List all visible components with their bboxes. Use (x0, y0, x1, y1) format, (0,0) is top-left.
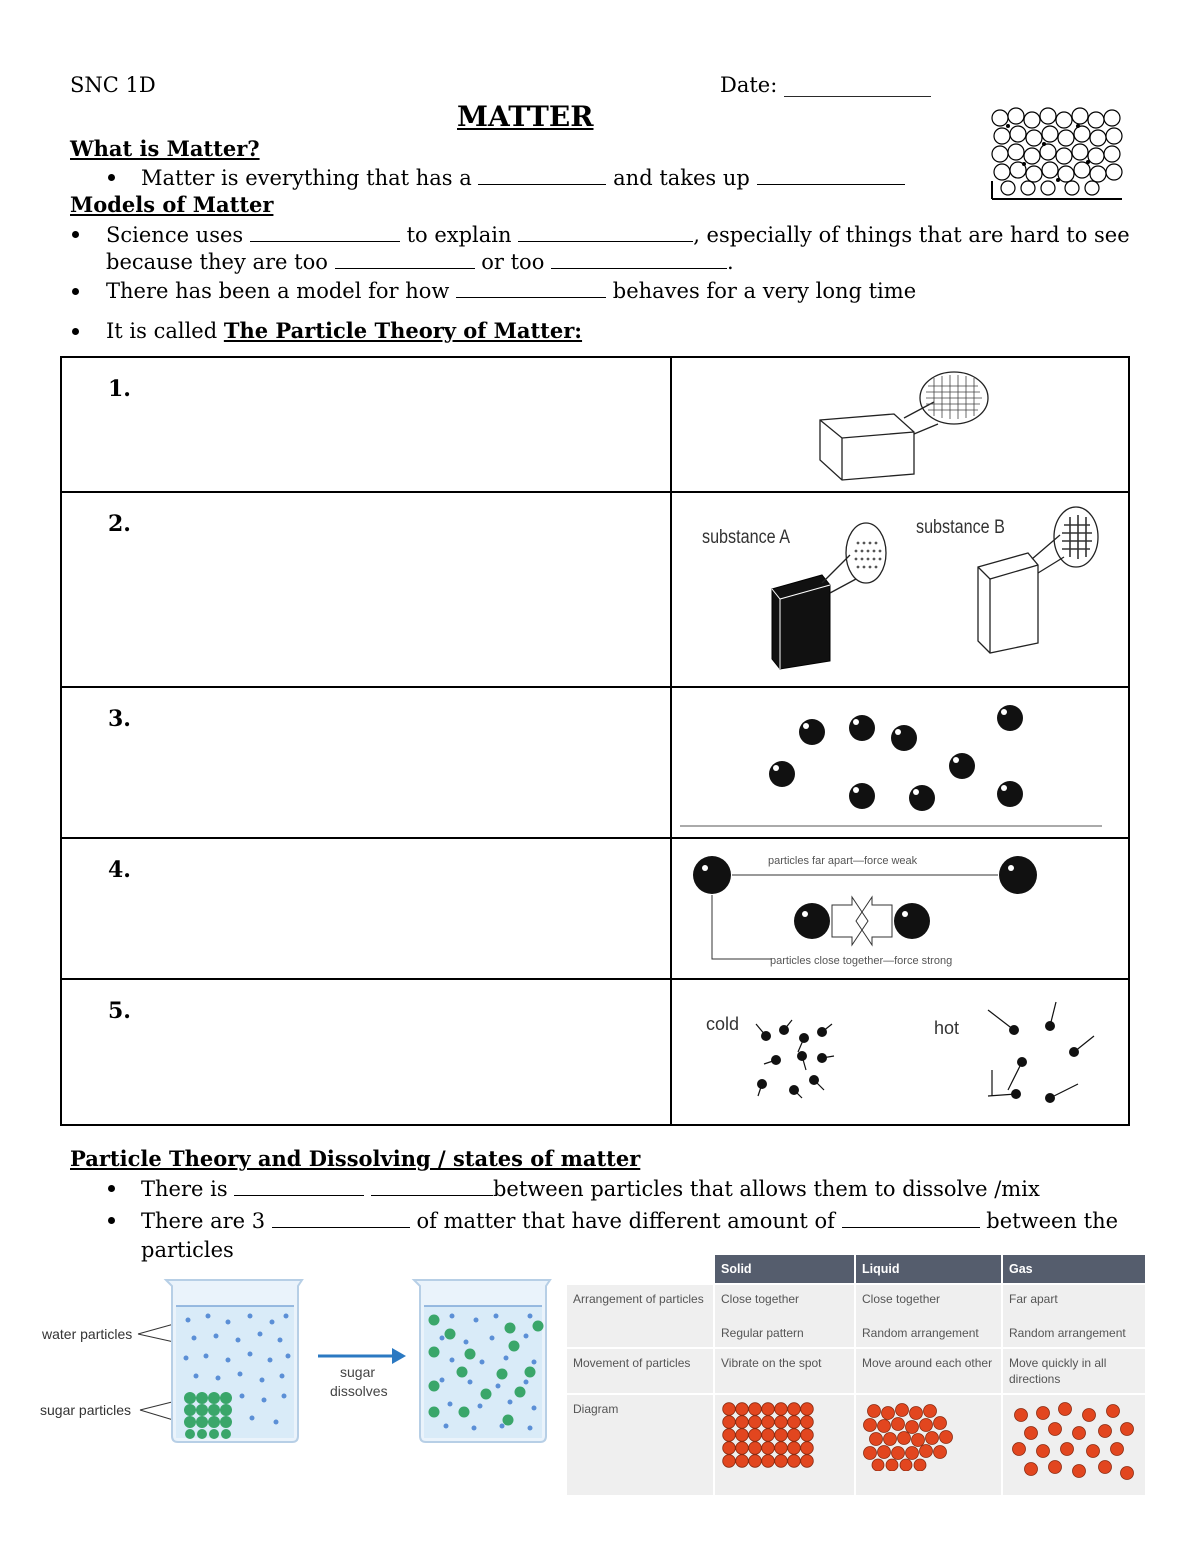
solid-particle (749, 1403, 762, 1416)
arrow-label-dissolves: dissolves (330, 1383, 388, 1399)
dissolving-text: of matter that have different amount of (416, 1209, 835, 1233)
solid-particle (801, 1455, 814, 1468)
matter-definition-line (141, 165, 905, 191)
solid-particle (788, 1455, 801, 1468)
solid-particle (801, 1442, 814, 1455)
solid-particle (788, 1429, 801, 1442)
answer-cell-5[interactable] (61, 979, 671, 1125)
particle-theory-title: The Particle Theory of Matter: (223, 318, 583, 343)
cell-text: Random arrangement (862, 1326, 979, 1340)
blank-states[interactable] (272, 1209, 410, 1228)
solid-particle (775, 1442, 788, 1455)
bullet-icon (72, 328, 79, 335)
bullet-icon (108, 174, 115, 181)
table-cell: Move around each other (856, 1349, 1001, 1393)
gas-particles-diagram (1009, 1401, 1139, 1485)
liquid-diagram-cell (856, 1395, 1001, 1495)
solid-particle (749, 1442, 762, 1455)
blank-explain[interactable] (518, 223, 693, 242)
blank-mass[interactable] (478, 166, 606, 185)
dissolving-text: There are 3 (141, 1209, 266, 1233)
hot-label: hot (934, 1018, 960, 1038)
substance-b-label: substance B (916, 517, 1005, 538)
image-cell-3 (671, 687, 1129, 838)
cell-text: Close together (862, 1292, 941, 1306)
solid-particle (801, 1403, 814, 1416)
table-cell: Vibrate on the spot (715, 1349, 854, 1393)
answer-cell-1[interactable] (61, 357, 671, 492)
models-bullet-1-cont (106, 249, 734, 275)
row-number: 5. (108, 998, 131, 1024)
arrow-label-sugar: sugar (340, 1364, 376, 1380)
blank-too-large[interactable] (551, 250, 727, 269)
solid-particle (736, 1403, 749, 1416)
water-particles-label: water particles (42, 1326, 133, 1342)
header-blank (567, 1255, 713, 1283)
row-number: 1. (108, 376, 131, 402)
bullet-icon (72, 231, 79, 238)
solid-particles-diagram (721, 1401, 821, 1471)
sugar-particles-label: sugar particles (40, 1402, 132, 1418)
row-number: 2. (108, 511, 131, 537)
solid-particle (762, 1403, 775, 1416)
solid-particle (736, 1455, 749, 1468)
blank-space[interactable] (757, 166, 905, 185)
solid-particle (749, 1455, 762, 1468)
solid-particle (775, 1429, 788, 1442)
solid-particle (749, 1416, 762, 1429)
bullet-icon (72, 288, 79, 295)
dissolving-bullet-1 (141, 1176, 1040, 1202)
solid-particle (788, 1442, 801, 1455)
cell-text: Far apart (1009, 1292, 1058, 1306)
models-text: , especially of things that are hard to see (693, 223, 1130, 247)
image-cell-4 (671, 838, 1129, 979)
blank-space-2[interactable] (371, 1177, 493, 1196)
particle-cluster-image (988, 106, 1124, 202)
solid-particle (723, 1442, 736, 1455)
dissolving-text: There is (141, 1177, 228, 1201)
models-bullet-3 (106, 318, 582, 344)
row-number: 4. (108, 857, 131, 883)
solid-particle (775, 1416, 788, 1429)
answer-cell-4[interactable] (61, 838, 671, 979)
table-header-row (567, 1255, 1145, 1283)
solid-particle (723, 1403, 736, 1416)
blank-energy[interactable] (842, 1209, 980, 1228)
blank-space-1[interactable] (234, 1177, 364, 1196)
models-text: because they are too (106, 250, 328, 274)
table-row (61, 838, 1129, 979)
blank-too-small[interactable] (335, 250, 475, 269)
header-solid: Solid (715, 1255, 854, 1283)
what-is-matter-heading: What is Matter? (70, 136, 260, 161)
models-bullet-1 (106, 222, 1130, 248)
models-heading: Models of Matter (70, 192, 274, 217)
row-label: Movement of particles (567, 1349, 713, 1393)
solid-particle (788, 1416, 801, 1429)
particles-spaces-image (672, 688, 1128, 833)
solid-particle (801, 1416, 814, 1429)
solid-particle (723, 1455, 736, 1468)
close-together-label: particles close together—force strong (770, 955, 953, 967)
solid-particle (762, 1455, 775, 1468)
blank-matter[interactable] (456, 279, 606, 298)
dissolving-bullet-2 (141, 1208, 1118, 1234)
table-cell (1003, 1285, 1145, 1347)
page-title: MATTER (457, 100, 594, 133)
image-cell-1 (671, 357, 1129, 492)
bullet-icon (108, 1185, 115, 1192)
table-row (567, 1285, 1145, 1347)
dissolving-heading: Particle Theory and Dissolving / states of matter (70, 1146, 641, 1171)
date-field[interactable]: Date: ______________ (720, 73, 931, 97)
cold-label: cold (706, 1014, 740, 1034)
solid-particle (736, 1442, 749, 1455)
bullet-icon (108, 1217, 115, 1224)
models-text: It is called (106, 319, 218, 343)
row-number: 3. (108, 706, 131, 732)
table-row (567, 1349, 1145, 1393)
dissolving-particles-word: particles (141, 1238, 234, 1262)
models-text: There has been a model for how (106, 279, 450, 303)
solid-particle (775, 1403, 788, 1416)
header-liquid: Liquid (856, 1255, 1001, 1283)
solid-particle (736, 1416, 749, 1429)
solid-diagram-cell (715, 1395, 854, 1495)
table-row (61, 492, 1129, 687)
blank-models[interactable] (250, 223, 400, 242)
models-text: . (727, 250, 734, 274)
table-cell (856, 1285, 1001, 1347)
gas-diagram-cell (1003, 1395, 1145, 1495)
row-label: Arrangement of particles (567, 1285, 713, 1347)
image-cell-5 (671, 979, 1129, 1125)
table-row (567, 1395, 1145, 1495)
solid-particle (749, 1429, 762, 1442)
course-code: SNC 1D (70, 73, 156, 97)
header-gas: Gas (1003, 1255, 1145, 1283)
table-row (61, 357, 1129, 492)
row-label: Diagram (567, 1395, 713, 1495)
table-cell: Move quickly in all directions (1003, 1349, 1145, 1393)
solid-particle (723, 1416, 736, 1429)
states-of-matter-table (565, 1253, 1147, 1497)
far-apart-label: particles far apart—force weak (768, 855, 918, 867)
substances-image (672, 493, 1128, 682)
models-text: to explain (406, 223, 512, 247)
solid-particle (736, 1429, 749, 1442)
image-cell-2 (671, 492, 1129, 687)
solid-particle (723, 1429, 736, 1442)
temperature-motion-image (672, 980, 1128, 1120)
answer-cell-2[interactable] (61, 492, 671, 687)
substance-a-label: substance A (702, 527, 791, 548)
table-row (61, 979, 1129, 1125)
solid-particle (775, 1455, 788, 1468)
dissolving-beakers-image (130, 1276, 560, 1448)
dissolving-text: between particles that allows them to dissolve /mix (492, 1177, 1040, 1201)
solid-particle (762, 1442, 775, 1455)
solid-particle (801, 1429, 814, 1442)
cell-text: Regular pattern (721, 1326, 804, 1340)
table-row (61, 687, 1129, 838)
solid-particle (788, 1403, 801, 1416)
models-text: Science uses (106, 223, 244, 247)
cube-zoom-image (672, 358, 1128, 487)
matter-definition-text-b: and takes up (613, 166, 750, 190)
models-text: or too (481, 250, 545, 274)
solid-particle (762, 1416, 775, 1429)
liquid-particles-diagram (862, 1401, 962, 1471)
dissolving-text: between the (986, 1209, 1119, 1233)
matter-definition-text-a: Matter is everything that has a (141, 166, 472, 190)
cell-text: Close together (721, 1292, 800, 1306)
models-bullet-2 (106, 278, 916, 304)
cell-text: Random arrangement (1009, 1326, 1126, 1340)
answer-cell-3[interactable] (61, 687, 671, 838)
table-cell (715, 1285, 854, 1347)
particle-theory-table (60, 356, 1130, 1126)
solid-particle (762, 1429, 775, 1442)
models-text: behaves for a very long time (612, 279, 917, 303)
